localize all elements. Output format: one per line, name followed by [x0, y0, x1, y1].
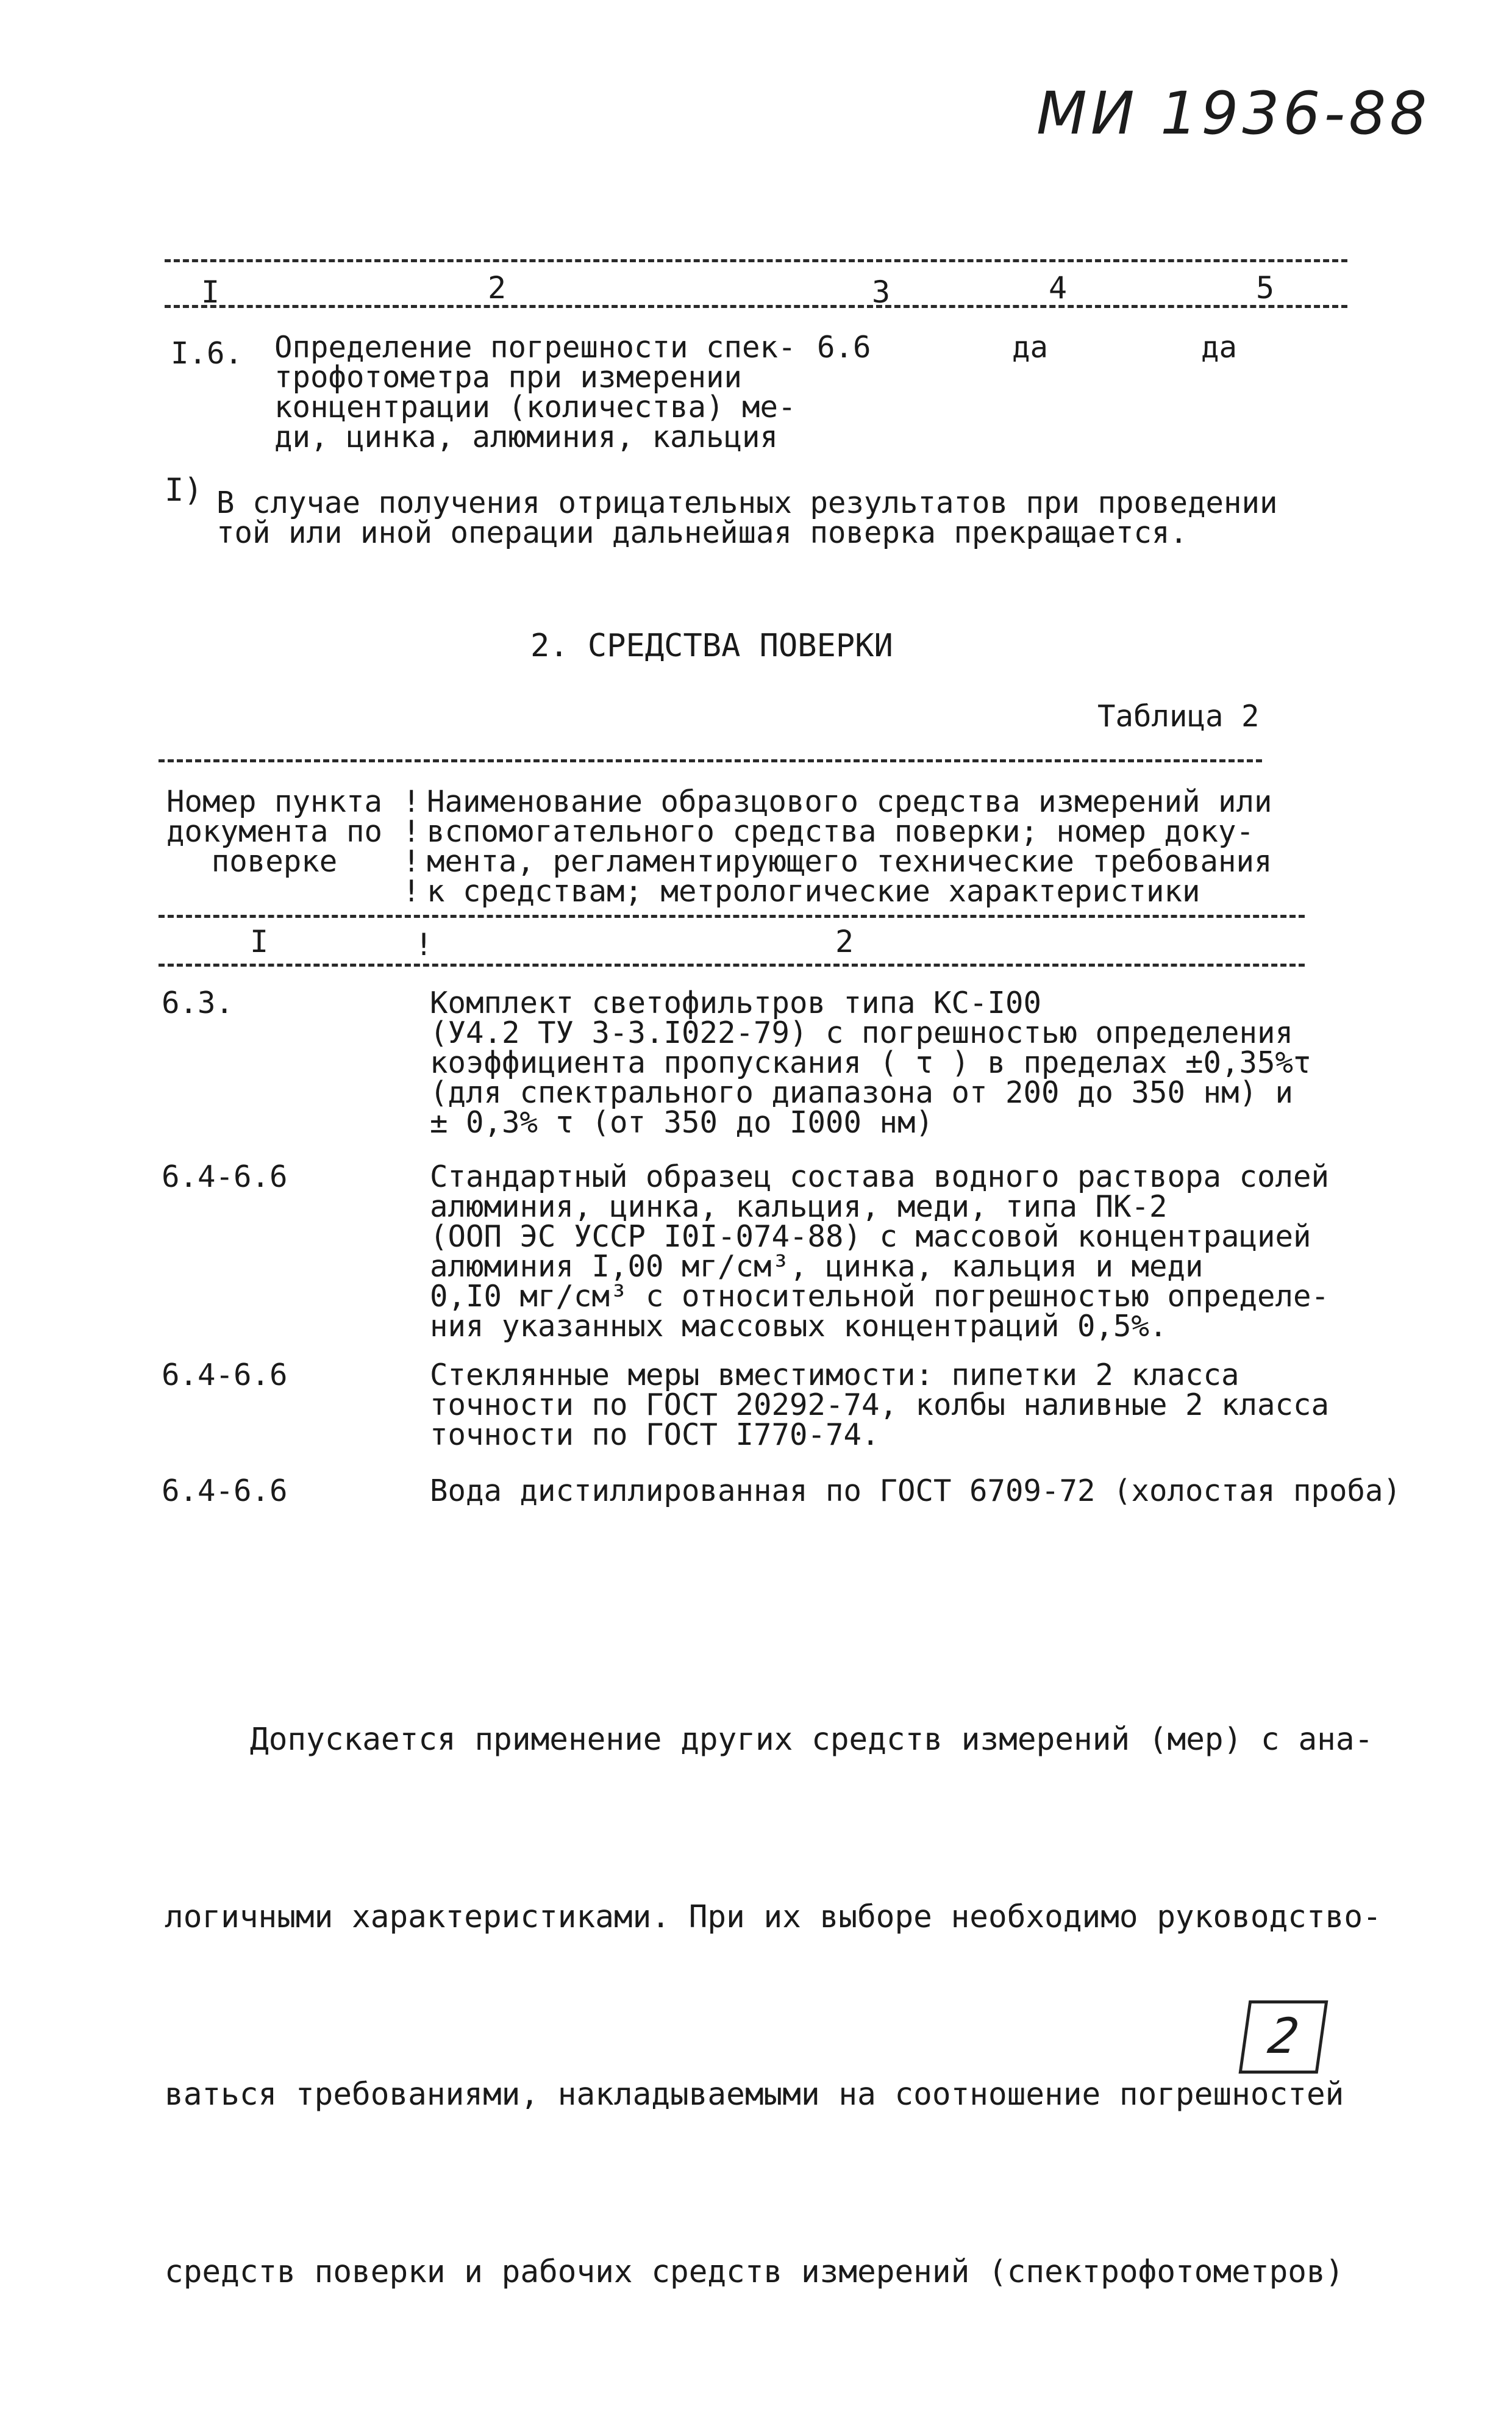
- row-line: алюминия I,00 мг/см³, цинка, кальция и меди: [430, 1249, 1204, 1284]
- row-line: Комплект светофильтров типа КС-I00: [430, 986, 1042, 1020]
- row-line: Стеклянные меры вместимости: пипетки 2 класса: [430, 1358, 1239, 1392]
- body-paragraph: [165, 1592, 1382, 2420]
- head-left-line: поверке: [211, 844, 338, 879]
- paragraph-line: логичными характеристиками. При их выборе необходимо руководство-: [165, 1899, 1382, 1935]
- table2-caption: Таблица 2: [1097, 699, 1260, 734]
- table2-head-right: [427, 784, 1272, 909]
- document-id: МИ 1936-88: [1036, 79, 1431, 148]
- paragraph-line: Допускается применение других средств измерений (мер) с ана-: [250, 1722, 1374, 1758]
- row-line: (ООП ЭС УССР I0I-074-88) с массовой концентрацией: [430, 1219, 1311, 1254]
- table2-row3-point: 6.4-6.6: [162, 1358, 288, 1392]
- row-line: алюминия, цинка, кальция, меди, типа ПК-2: [430, 1189, 1168, 1224]
- table2-row3-text: [430, 1360, 1329, 1450]
- table2-top-rule: [159, 759, 1262, 762]
- table2-row4-text: [430, 1473, 1402, 1508]
- operation-line: трофотометра при измерении: [274, 360, 743, 395]
- table2-numbers-rule: [159, 964, 1305, 967]
- table1-col-3: 3: [872, 274, 891, 310]
- table2-col-2: 2: [835, 924, 854, 959]
- head-left-line: Номер пункта: [166, 784, 382, 819]
- row-line: Вода дистиллированная по ГОСТ 6709-72 (холостая проба): [430, 1473, 1402, 1508]
- row-line: точности по ГОСТ 20292-74, колбы наливные 2 класса: [430, 1387, 1330, 1422]
- table2-row2-point: 6.4-6.6: [162, 1159, 288, 1194]
- table1-col-5: 5: [1256, 270, 1275, 306]
- row-line: 0,I0 мг/см³ с относительной погрешностью определе-: [430, 1279, 1330, 1314]
- head-right-line: к средствам; метрологические характеристики: [427, 874, 1200, 909]
- paragraph-line: ваться требованиями, накладываемыми на соотношение погрешностей: [165, 2077, 1344, 2113]
- operation-line: ди, цинка, алюминия, кальция: [274, 420, 779, 454]
- page-number: 2: [1239, 2000, 1328, 2074]
- table2-row4-point: 6.4-6.6: [162, 1473, 288, 1508]
- table1-row-operation: [274, 332, 796, 452]
- row-line: ± 0,3% τ (от 350 до I000 нм): [430, 1105, 934, 1140]
- row-line: (У4.2 ТУ 3-3.I022-79) с погрешностью определения: [430, 1015, 1294, 1050]
- operation-line: Определение погрешности спек-: [274, 330, 796, 365]
- table1-col-2: 2: [488, 270, 507, 306]
- table1-col-1: I: [201, 274, 220, 310]
- footnote-line: В случае получения отрицательных результатов при проведении: [216, 485, 1278, 520]
- section-title: 2. СРЕДСТВА ПОВЕРКИ: [530, 628, 893, 664]
- row-line: (для спектрального диапазона от 200 до 350 нм) и: [430, 1075, 1294, 1110]
- row-line: Стандартный образец состава водного раствора солей: [430, 1159, 1330, 1194]
- head-right-line: вспомогательного средства поверки; номер доку-: [427, 814, 1255, 849]
- row-line: ния указанных массовых концентраций 0,5%.: [430, 1309, 1168, 1344]
- table2-head-left: [155, 784, 393, 879]
- footnote-line: той или иной операции дальнейшая поверка прекращается.: [216, 515, 1188, 550]
- table1-row-primary: да: [1012, 330, 1049, 365]
- table1-row-periodic: да: [1201, 330, 1238, 365]
- footnote-marker: I): [165, 472, 203, 509]
- table2-row1-point: 6.3.: [162, 986, 234, 1020]
- table2-col-separator: !: [415, 927, 433, 962]
- row-line: точности по ГОСТ I770-74.: [430, 1417, 880, 1452]
- table1-col-4: 4: [1049, 270, 1068, 306]
- table1-header-rule: [165, 305, 1347, 308]
- operation-line: концентрации (количества) ме-: [274, 390, 796, 424]
- table2-head-rule: [159, 915, 1305, 918]
- table1-top-rule: [165, 259, 1347, 262]
- paragraph-line: средств поверки и рабочих средств измерений (спектрофотометров): [165, 2254, 1344, 2290]
- table1-row-point: I.6.: [171, 336, 243, 371]
- table2-row1-text: [430, 986, 1311, 1140]
- table1-row-clause: 6.6: [817, 330, 871, 365]
- table2-row2-text: [430, 1159, 1330, 1344]
- head-left-line: документа по: [166, 814, 382, 849]
- head-right-line: мента, регламентирующего технические требования: [427, 844, 1272, 879]
- head-right-line: Наименование образцового средства измерений или: [427, 784, 1272, 819]
- table2-head-separator: ! ! ! !: [402, 784, 421, 909]
- footnote-text: [216, 485, 1278, 550]
- row-line: коэффициента пропускания ( τ ) в пределах ±0,35%τ: [430, 1045, 1311, 1080]
- table2-col-1: I: [250, 924, 269, 959]
